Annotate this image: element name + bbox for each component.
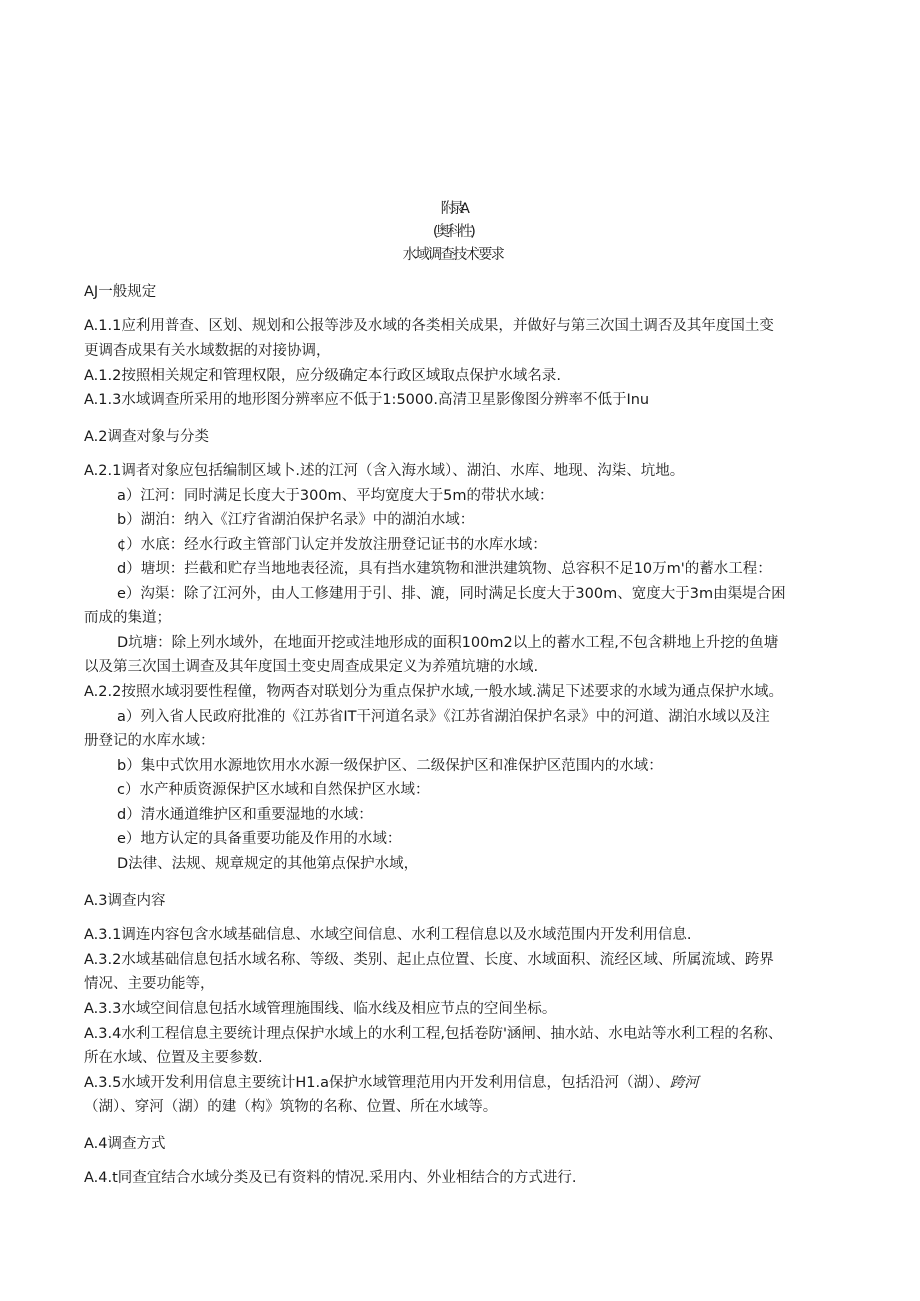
list-item: c）水产种质资源保护区水域和自然保护区水域： (117, 782, 430, 798)
list-item-continuation: 以及第三次国土调查及其年度国土变史周查成果定义为养殖坑塘的水域. (84, 659, 539, 675)
paragraph-text: A.3.5水域开发利用信息主要统计H1.a保护水域管理范用内开发利用信息，包括沿河（湖）、 (84, 1075, 670, 1091)
paragraph-line: A.4.t同查宜结合水域分类及已有资料的情况.采用内、外业相结合的方式进行. (84, 1170, 577, 1186)
paragraph-line: A.2.1调者对象应包括编制区域卜.述的江河（含入海水域）、湖泊、水库、地现、沟柒、坑地。 (84, 463, 685, 479)
paragraph-line: 更调杳成果有关水域数据的对接协调， (84, 343, 331, 359)
list-item: a）列入省人民政府批准的《江苏省IT干河道名录》《江苏省湖泊保护名录》中的河道、湖泊水域以及注 (117, 709, 770, 725)
list-item: D坑塘：除上列水域外，在地面开挖或洼地形成的面积100m2以上的蓄水工程,不包含耕地上升挖的鱼塘 (117, 635, 779, 651)
list-item: b）湖泊：纳入《江疗省湖泊保护名录》中的湖泊水域： (117, 512, 475, 528)
paragraph-line: （湖）、穿河（湖）的建（构》筑物的名称、位置、所在水域等。 (84, 1099, 498, 1115)
list-item-continuation: 册登记的水库水域： (84, 733, 215, 749)
list-item: D法律、法规、规章规定的其他第点保护水域， (117, 856, 419, 872)
paragraph-line (84, 1073, 699, 1093)
list-item: d）清水通道维护区和重要湿地的水域： (117, 807, 373, 823)
italic-text: 跨河 (669, 1075, 699, 1091)
section-heading-a1: AJ一般规定 (84, 284, 157, 300)
paragraph-line: A.2.2按照水域羽要性程僮，物两杳对联划分为重点保护水域,一般水域.满足下述要求的水域为通点保护水域。 (84, 684, 784, 700)
list-item: e）沟渠：除了江河外，由人工修建用于引、排、漉，同时满足长度大于300m、宽度大于3m由渠堤合困 (117, 586, 786, 602)
list-item: b）集中式饮用水源地饮用水水源一级保护区、二级保护区和准保护区范围内的水域： (117, 758, 663, 774)
list-item: a）江河：同时满足长度大于300m、平均宽度大于5m的带状水域： (117, 488, 554, 504)
appendix-subtitle: (奥科性) (432, 224, 474, 240)
appendix-heading: 水域调查技术要求 (402, 247, 504, 263)
paragraph-line: 情况、主要功能等， (84, 976, 215, 992)
section-heading-a2: A.2调查对象与分类 (84, 429, 209, 445)
paragraph-line: A.1.2按照相关规定和管理权限，应分级确定本行政区域取点保护水域名录. (84, 368, 561, 384)
section-heading-a4: A.4调查方式 (84, 1136, 166, 1152)
appendix-title: 附录A (440, 201, 466, 217)
list-item: ¢）水底：经水行政主管部门认定并发放注册登记证书的水库水域： (117, 537, 547, 553)
paragraph-line: A.1.3水域调查所采用的地形图分辨率应不低于1:5000.高清卫星影像图分辨率不低于Inu (84, 392, 650, 408)
list-item: e）地方认定的具备重要功能及作用的水域： (117, 831, 402, 847)
paragraph-line: A.3.3水域空间信息包括水域管理施围线、临水线及相应节点的空间坐标。 (84, 1001, 557, 1017)
paragraph-line: A.3.1调连内容包含水域基础信息、水域空间信息、水利工程信息以及水域范围内开发利用信息. (84, 927, 692, 943)
paragraph-line: 所在水域、位置及主要参数. (84, 1050, 263, 1066)
paragraph-line: A.1.1应利用普查、区划、规划和公报等涉及水域的各类相关成果，并做好与第三次国土调否及其年度国土变 (84, 318, 774, 334)
paragraph-line: A.3.4水利工程信息主要统计理点保护水域上的水利工程,包括卷防'涵闸、抽水站、水电站等水利工程的名称、 (84, 1026, 783, 1042)
section-heading-a3: A.3调查内容 (84, 893, 166, 909)
list-item-continuation: 而成的集道； (84, 610, 171, 626)
list-item: d）塘坝：拦截和贮存当地地表径流，具有挡水建筑物和泄洪建筑物、总容积不足10万m'的蓄水工程： (117, 561, 772, 577)
paragraph-line: A.3.2水域基础信息包括水域名称、等级、类别、起止点位置、长度、水域面积、流经区域、所属流域、跨界 (84, 952, 774, 968)
